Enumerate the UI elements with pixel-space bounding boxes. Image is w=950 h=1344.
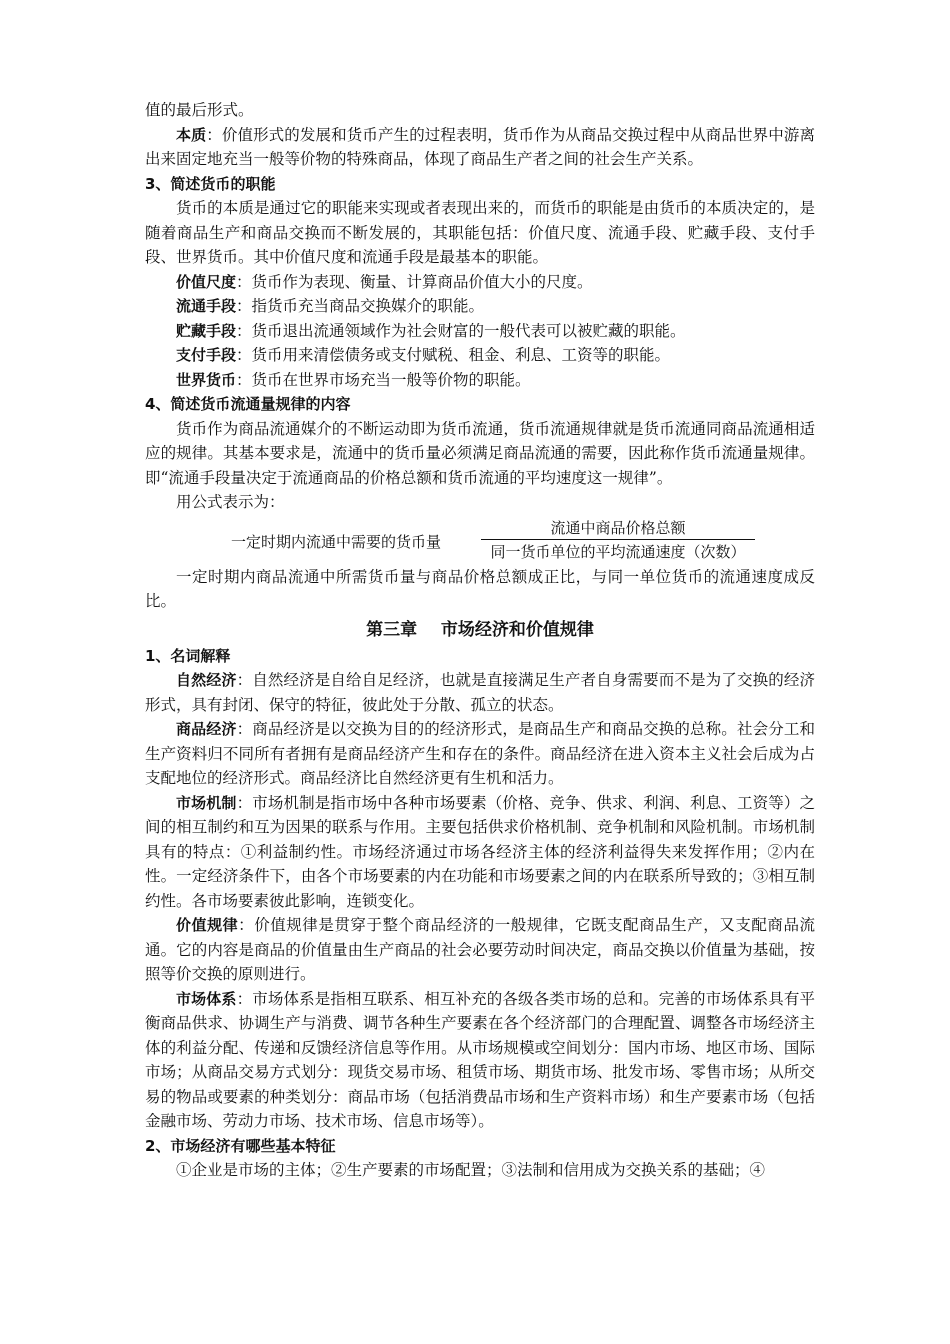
term-item bbox=[145, 791, 815, 914]
section-heading: 4、简述货币流通量规律的内容 bbox=[145, 395, 351, 413]
term-definition: ：价值形式的发展和货币产生的过程表明，货币作为从商品交换过程中从商品世界中游离出来固定地充当一般等价物的特殊商品，体现了商品生产者之间的社会生产关系。 bbox=[145, 125, 815, 168]
paragraph: 值的最后形式。 bbox=[145, 101, 254, 119]
term-definition: ：货币在世界市场充当一般等价物的职能。 bbox=[236, 370, 531, 389]
function-item bbox=[145, 319, 815, 344]
paragraph: 用公式表示为： bbox=[176, 493, 285, 511]
term-label: 流通手段 bbox=[176, 297, 237, 315]
paragraph: ①企业是市场的主体；②生产要素的市场配置；③法制和信用成为交换关系的基础；④ bbox=[176, 1161, 766, 1179]
term-label: 支付手段 bbox=[176, 346, 237, 364]
function-item bbox=[145, 343, 815, 368]
paragraph: 货币的本质是通过它的职能来实现或者表现出来的，而货币的职能是由货币的本质决定的，是随着商品生产和商品交换而不断发展的，其职能包括：价值尺度、流通手段、贮藏手段、支付手段、世界货币。其中价值尺度和流通手段是最基本的职能。 bbox=[145, 199, 815, 266]
term-label: 市场机制 bbox=[176, 793, 237, 812]
term-item bbox=[145, 987, 815, 1134]
chapter-title: 第三章 市场经济和价值规律 bbox=[366, 619, 594, 640]
term-label: 商品经济 bbox=[176, 720, 237, 738]
term-definition: ：指货币充当商品交换媒介的职能。 bbox=[236, 297, 485, 315]
term-item bbox=[145, 717, 815, 791]
formula-denominator: 同一货币单位的平均流通速度（次数） bbox=[490, 542, 746, 561]
term-label: 贮藏手段 bbox=[176, 321, 237, 340]
function-item bbox=[145, 270, 815, 295]
term-label: 自然经济 bbox=[176, 671, 237, 689]
section-heading: 1、名词解释 bbox=[145, 646, 231, 665]
section-heading: 3、简述货币的职能 bbox=[145, 174, 276, 193]
term-definition: ：自然经济是自给自足经济，也就是直接满足生产者自身需要而不是为了交换的经济形式，具有封闭、保守的特征，彼此处于分散、孤立的状态。 bbox=[145, 671, 815, 714]
term-definition: ：市场体系是指相互联系、相互补充的各级各类市场的总和。完善的市场体系具有平衡商品供求、协调生产与消费、调节各种生产要素在各个经济部门的合理配置、调整各市场经济主体的利益分配、传递和反馈经济信息等作用。从市场规模或空间划分：国内市场、地区市场、国际市场；从商品交易方式划分：现货交易市场、租赁市场、期货市场、批发市场、零售市场；从所交易的物品或要素的种类划分：商品市场（包括消费品市场和生产资料市场）和生产要素市场（包括金融市场、劳动力市场、技术市场、信息市场等）。 bbox=[145, 989, 815, 1130]
function-item bbox=[145, 368, 815, 393]
paragraph: 货币作为商品流通媒介的不断运动即为货币流通，货币流通规律就是货币流通同商品流通相适应的规律。其基本要求是，流通中的货币量必须满足商品流通的需要，因此称作货币流通量规律。即“流通手段量决定于流通商品的价格总额和货币流通的平均速度这一规律”。 bbox=[145, 419, 815, 487]
term-item bbox=[145, 913, 815, 987]
section-heading: 2、市场经济有哪些基本特征 bbox=[145, 1136, 336, 1155]
term-definition: ：货币用来清偿债务或支付赋税、租金、利息、工资等的职能。 bbox=[236, 346, 671, 364]
formula-numerator: 流通中商品价格总额 bbox=[481, 518, 755, 540]
term-definition: ：价值规律是贯穿于整个商品经济的一般规律，它既支配商品生产，又支配商品流通。它的内容是商品的价值量由生产商品的社会必要劳动时间决定，商品交换以价值量为基础，按照等价交换的原则进行。 bbox=[145, 916, 815, 983]
term-definition: ：市场机制是指市场中各种市场要素（价格、竞争、供求、利润、利息、工资等）之间的相互制约和互为因果的联系与作用。主要包括供求价格机制、竞争机制和风险机制。市场机制具有的特点：①利益制约性。市场经济通过市场各经济主体的经济利益得失来发挥作用；②内在性。一定经济条件下，由各个市场要素的内在功能和市场要素之间的内在联系所导致的；③相互制约性。各市场要素彼此影响，连锁变化。 bbox=[145, 793, 815, 910]
formula-fraction bbox=[481, 518, 755, 562]
term-label: 价值规律 bbox=[176, 916, 239, 934]
formula-lhs: 一定时期内流通中需要的货币量 bbox=[231, 532, 442, 551]
term-definition: ：商品经济是以交换为目的的经济形式，是商品生产和商品交换的总称。社会分工和生产资料归不同所有者拥有是商品经济产生和存在的条件。商品经济在进入资本主义社会后成为占支配地位的经济形式。商品经济比自然经济更有生机和活力。 bbox=[145, 720, 815, 787]
term-item bbox=[145, 668, 815, 717]
paragraph: 一定时期内商品流通中所需货币量与商品价格总额成正比，与同一单位货币的流通速度成反比。 bbox=[145, 567, 815, 610]
money-formula bbox=[145, 518, 815, 562]
document-page bbox=[145, 98, 815, 1183]
term-definition: ：货币作为表现、衡量、计算商品价值大小的尺度。 bbox=[236, 272, 593, 291]
function-item bbox=[145, 294, 815, 319]
paragraph-essence bbox=[145, 123, 815, 172]
term-definition: ：货币退出流通领域作为社会财富的一般代表可以被贮藏的职能。 bbox=[236, 321, 686, 340]
term-label: 价值尺度 bbox=[176, 272, 237, 291]
term-label: 本质 bbox=[176, 125, 207, 144]
term-label: 市场体系 bbox=[176, 989, 237, 1008]
term-label: 世界货币 bbox=[176, 370, 237, 389]
